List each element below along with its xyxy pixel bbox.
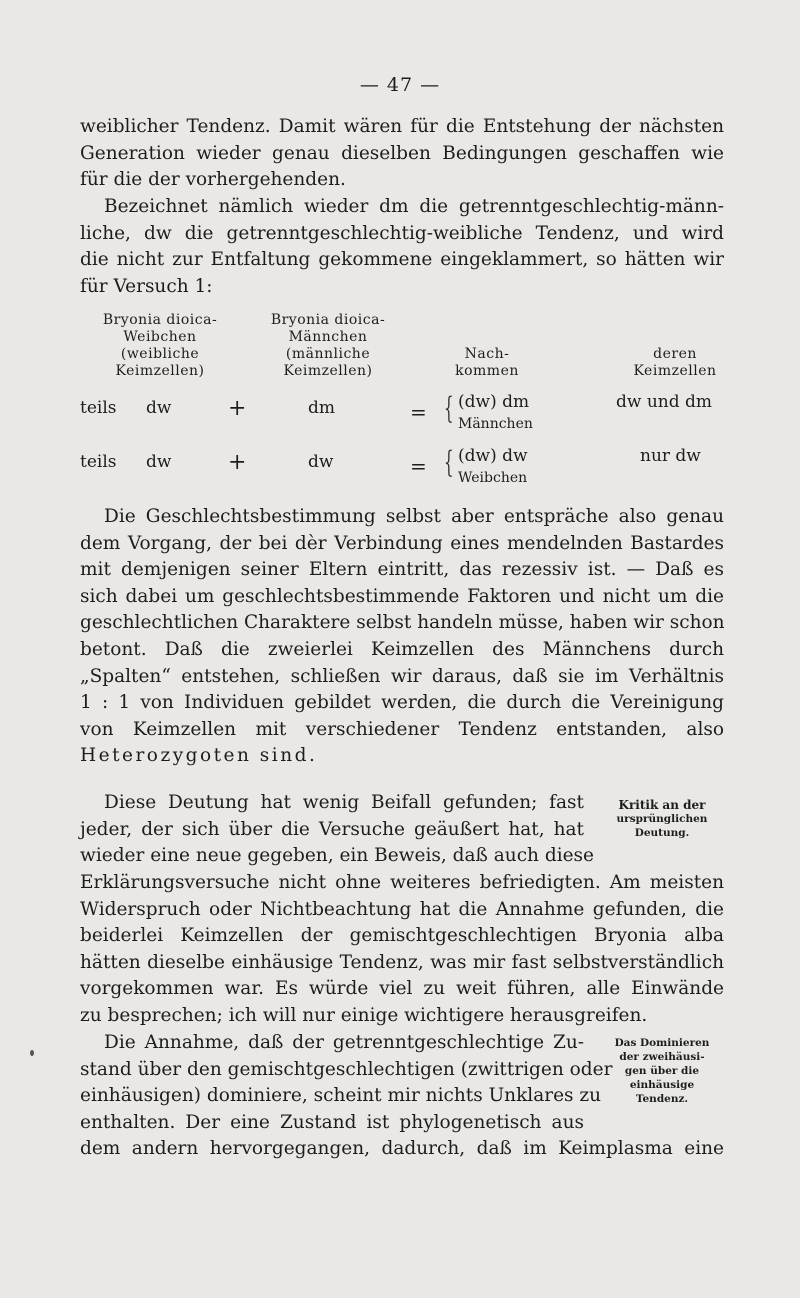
header-line: deren	[653, 346, 697, 362]
offspring-gametes: dw und dm	[616, 392, 713, 412]
text-line: Die Geschlechtsbestimmung selbst aber entspräche also genau	[104, 506, 724, 527]
note-line: Kritik an der	[618, 798, 706, 812]
text-line: dem andern hervorgegangen, dadurch, daß im Keimplasma eine	[80, 1138, 724, 1159]
text-line: Bezeichnet nämlich wieder dm die getrenntgeschlechtig-männ-	[104, 196, 724, 217]
text-line: dem Vorgang, der bei dèr Verbindung eines mendelnden Bastardes	[80, 532, 724, 554]
text-line: Heterozygoten sind.	[80, 745, 318, 767]
text-line: zu besprechen; ich will nur einige wichtigere herausgreifen.	[80, 1004, 648, 1026]
text-line: für Versuch 1:	[80, 275, 213, 297]
brace-icon: {	[444, 391, 454, 426]
text-line: die nicht zur Entfaltung gekommene eingeklammert, so hätten wir	[80, 249, 724, 271]
text-line: von Keimzellen mit verschiedener Tendenz entstanden, also	[80, 718, 724, 740]
text-line: hätten dieselbe einhäusige Tendenz, was mir fast selbstverständlich	[80, 951, 724, 973]
page-number: — 47 —	[359, 74, 441, 96]
header-line: Nach-	[464, 346, 510, 362]
paragraph-5-narrow	[80, 1030, 613, 1136]
text-line: für die der vorhergehenden.	[80, 169, 346, 191]
offspring-genotype: (dw) dm	[458, 392, 530, 412]
text-line: Die Annahme, daß der getrenntgeschlechtige Zu-	[104, 1032, 584, 1053]
margin-note-dominance	[598, 1036, 726, 1106]
header-line: Bryonia dioica-	[102, 312, 218, 328]
equals-sign: =	[410, 400, 427, 424]
note-line: Tendenz.	[635, 1093, 689, 1105]
text-line: vorgekommen war. Es würde viel zu weit führen, alle Einwände	[80, 978, 724, 1000]
note-line: einhäusige	[629, 1079, 695, 1091]
ink-speck	[30, 1050, 34, 1056]
text-line: beiderlei Keimzellen der gemischtgeschlechtigen Bryonia alba	[80, 925, 724, 947]
text-line: Widerspruch oder Nichtbeachtung hat die Annahme gefunden, die	[80, 898, 724, 920]
paragraph-4-narrow	[80, 790, 594, 870]
text-line: sich dabei um geschlechtsbestimmende Faktoren und nicht um die	[80, 585, 724, 607]
paragraph-5-wide	[80, 1136, 724, 1163]
offspring-sex: Weibchen	[458, 470, 528, 486]
offspring-sex: Männchen	[458, 416, 533, 432]
text-line: liche, dw die getrenntgeschlechtig-weibliche Tendenz, und wird	[80, 222, 724, 244]
note-line: gen über die	[624, 1065, 700, 1077]
note-line: Deutung.	[634, 827, 690, 839]
text-line: 1 : 1 von Individuen gebildet werden, die durch die Vereinigung	[80, 692, 724, 714]
paragraph-1	[80, 114, 724, 194]
text-line: stand über den gemischtgeschlechtigen (zwittrigen oder	[80, 1058, 613, 1080]
text-line: Generation wieder genau dieselben Bedingungen geschaffen wie	[80, 142, 724, 164]
offspring-gametes: nur dw	[640, 446, 701, 466]
header-line: Keimzellen)	[115, 363, 205, 379]
col-header-female	[80, 312, 240, 380]
header-line: Männchen	[288, 329, 368, 345]
col-header-gametes	[620, 346, 730, 380]
text-line: „Spalten“ entstehen, schließen wir daraus, daß sie im Verhältnis	[80, 665, 724, 687]
text-line: jeder, der sich über die Versuche geäußert hat, hat	[80, 818, 584, 840]
gamete-male: dm	[308, 398, 336, 418]
text-line: Erklärungsversuche nicht ohne weiteres befriedigten. Am meisten	[80, 872, 724, 893]
text-line: einhäusigen) dominiere, scheint mir nichts Unklares zu	[80, 1085, 602, 1107]
row-label: teils	[80, 398, 117, 418]
paragraph-3	[80, 504, 724, 770]
header-line: Keimzellen)	[283, 363, 373, 379]
note-line: ursprünglichen	[616, 813, 708, 825]
gamete-female: dw	[146, 398, 172, 418]
text-line: Diese Deutung hat wenig Beifall gefunden; fast	[104, 792, 584, 813]
col-header-offspring	[442, 346, 532, 380]
text-line: weiblicher Tendenz. Damit wären für die Entstehung der nächsten	[80, 116, 724, 137]
header-line: (weibliche	[120, 346, 200, 362]
header-line: Weibchen	[123, 329, 197, 345]
equals-sign: =	[410, 454, 427, 478]
text-line: wieder eine neue gegeben, ein Beweis, daß auch diese	[80, 845, 594, 867]
plus-sign: +	[228, 450, 247, 475]
text-line: betont. Daß die zweierlei Keimzellen des Männchens durch	[80, 638, 724, 660]
note-line: der zweihäusi-	[619, 1051, 705, 1063]
col-header-male	[248, 312, 408, 380]
crossing-scheme	[80, 312, 760, 492]
paragraph-4-wide	[80, 870, 724, 1030]
brace-icon: {	[444, 445, 454, 480]
header-line: (männliche	[285, 346, 371, 362]
margin-note-critique	[598, 798, 726, 840]
text-line: mit demjenigen seiner Eltern eintritt, das rezessiv ist. — Daß es	[80, 559, 724, 581]
header-line: kommen	[455, 363, 519, 379]
paragraph-2	[80, 194, 724, 300]
gamete-female: dw	[146, 452, 172, 472]
note-line: Das Dominieren	[614, 1037, 710, 1049]
row-label: teils	[80, 452, 117, 472]
header-line: Bryonia dioica-	[270, 312, 386, 328]
gamete-male: dw	[308, 452, 334, 472]
header-line: Keimzellen	[633, 363, 717, 379]
text-line: geschlechtlichen Charaktere selbst handeln müsse, haben wir schon	[80, 612, 725, 634]
offspring-genotype: (dw) dw	[458, 446, 528, 466]
plus-sign: +	[228, 396, 247, 421]
text-line: enthalten. Der eine Zustand ist phylogenetisch aus	[80, 1111, 584, 1133]
